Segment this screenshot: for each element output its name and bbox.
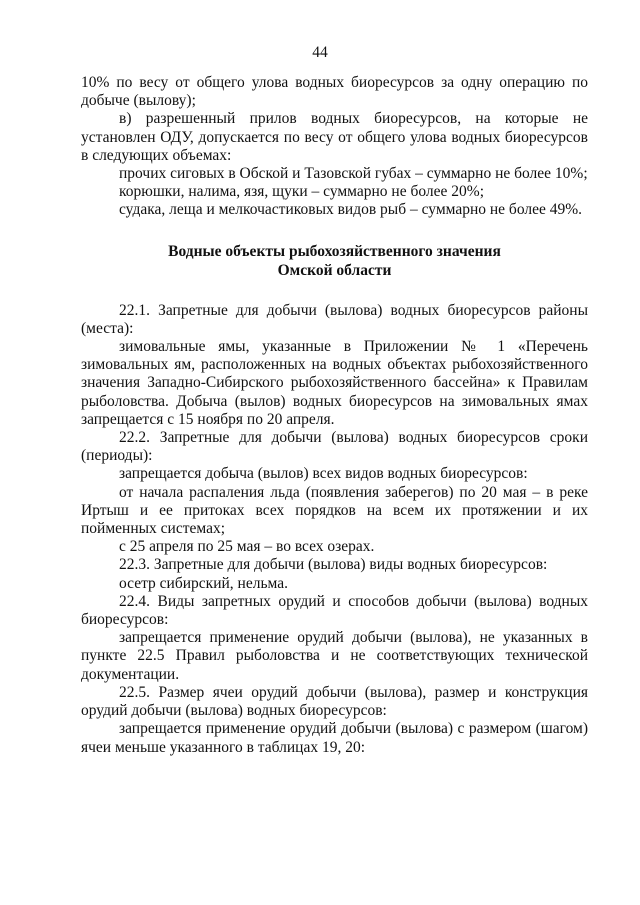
paragraph: от начала распаления льда (появления заберегов) по 20 мая – в реке Иртыш и ее притоках всех порядков на всем их протяжении и их пойменных системах; [81,483,588,538]
paragraph: в) разрешенный прилов водных биоресурсов, на которые не установлен ОДУ, допускается по весу от общего улова водных биоресурсов в следующих объемах: [81,110,588,164]
document-body [81,74,588,757]
list-item: судака, леща и мелкочастиковых видов рыб – суммарно не более 49%. [119,201,583,219]
paragraph: 22.1. Запретные для добычи (вылова) водных биоресурсов районы (места): [81,301,588,337]
paragraph: осетр сибирский, нельма. [119,574,288,592]
paragraph: 22.4. Виды запретных орудий и способов добычи (вылова) водных биоресурсов: [81,592,588,629]
paragraph: запрещается применение орудий добычи (вылова), не указанных в пункте 22.5 Правил рыболовства и не соответствующих технической документации. [81,629,588,683]
paragraph: 22.2. Запретные для добычи (вылова) водных биоресурсов сроки (периоды): [81,429,588,465]
section-heading [81,242,588,280]
paragraph: запрещается применение орудий добычи (вылова) с размером (шагом) ячеи меньше указанного в таблицах 19, 20: [81,720,588,756]
paragraph: с 25 апреля по 25 мая – во всех озерах. [119,538,375,556]
list-item: корюшки, налима, язя, щуки – суммарно не более 20%; [119,183,484,201]
page-number: 44 [312,44,328,61]
paragraph: зимовальные ямы, указанные в Приложении № 1 «Перечень зимовальных ям, расположенных на водных объектах рыбохозяйственного значения Западно-Сибирского рыбохозяйственного бассейна» к Правилам рыболовства. Добыча (вылов) водных биоресурсов на зимовальных ямах запрещается с 15 ноября по 20 апреля. [81,338,588,428]
list-item: прочих сиговых в Обской и Тазовской губах – суммарно не более 10%; [119,165,588,183]
paragraph: запрещается добыча (вылов) всех видов водных биоресурсов: [119,465,528,483]
paragraph: 22.5. Размер ячеи орудий добычи (вылова), размер и конструкция орудий добычи (вылова) водных биоресурсов: [81,683,588,720]
heading-line: Омской области [277,261,392,279]
paragraph: 22.3. Запретные для добычи (вылова) виды водных биоресурсов: [119,556,548,574]
heading-line: Водные объекты рыбохозяйственного значения [168,242,501,260]
paragraph: 10% по весу от общего улова водных биоресурсов за одну операцию по добыче (вылову); [81,74,588,110]
